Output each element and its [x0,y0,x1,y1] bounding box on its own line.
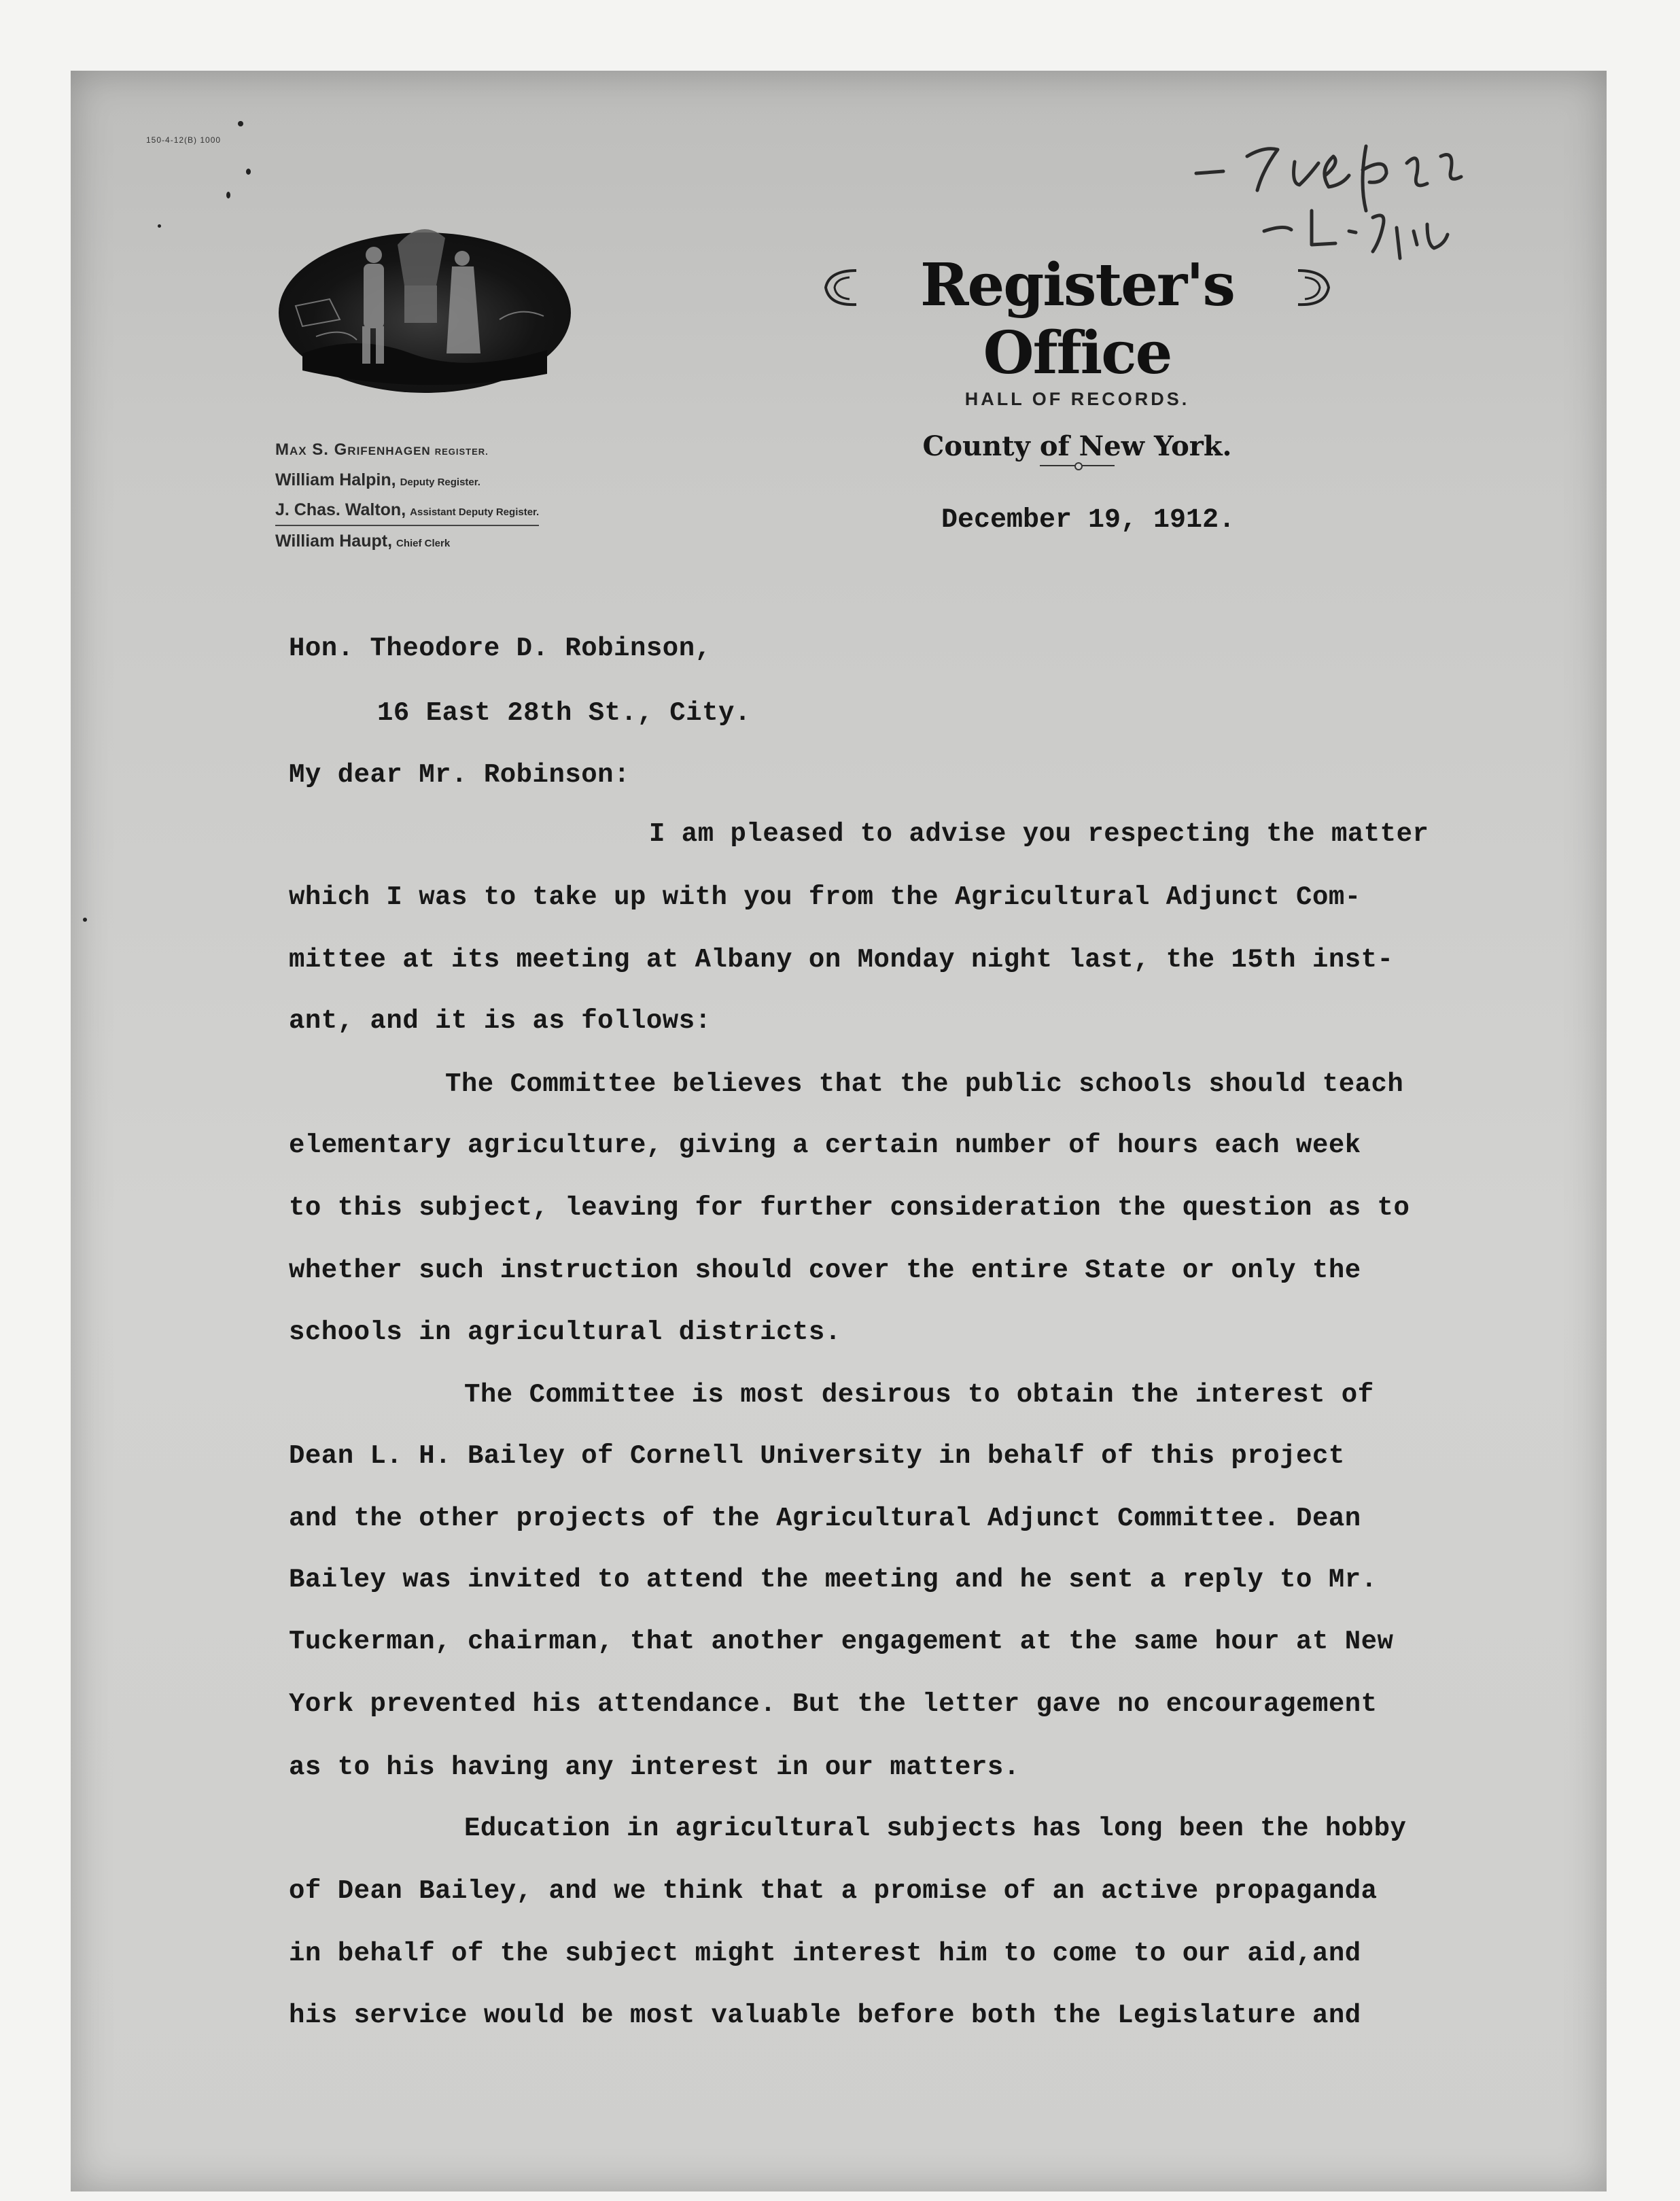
body-line: and the other projects of the Agricultural Adjunct Committee. Dean [289,1504,1361,1533]
officer-title: Assistant Deputy Register. [410,506,540,518]
body-line: as to his having any interest in our matters. [289,1752,1020,1782]
body-line: elementary agriculture, giving a certain number of hours each week [289,1130,1361,1160]
body-line: The Committee believes that the public schools should teach [445,1069,1404,1099]
body-line: ant, and it is as follows: [289,1006,712,1036]
officer-row [275,495,539,526]
officer-title: Chief Clerk [396,538,451,549]
hall-of-records: HALL OF RECORDS. [964,389,1190,409]
letter-date: December 19, 1912. [941,505,1236,536]
engraved-emblem-icon [275,218,574,398]
flourish-left-icon [816,264,863,311]
body-line: of Dean Bailey, and we think that a promise of an active propaganda [289,1876,1378,1906]
body-line: in behalf of the subject might interest him to come to our aid,and [289,1939,1361,1969]
officers-list [275,435,539,556]
body-line: schools in agricultural districts. [289,1317,841,1347]
officer-row [275,526,539,556]
paper-speck [238,121,243,126]
body-line: his service would be most valuable before both the Legislature and [289,2000,1361,2030]
officer-name: William Halpin, [275,470,396,489]
paper-speck [246,169,251,175]
body-line: Bailey was invited to attend the meeting and he sent a reply to Mr. [289,1565,1378,1595]
recipient-address: 16 East 28th St., City. [377,698,751,728]
office-title: Register's Office [920,251,1234,387]
body-line: Tuckerman, chairman, that another engagement at the same hour at New [289,1627,1394,1657]
officer-name: J. Chas. Walton, [275,500,406,519]
form-code: 150-4-12(B) 1000 [146,135,222,145]
county-rule [1040,465,1115,466]
body-line: I am pleased to advise you respecting the matter [649,819,1429,849]
officer-name: Max S. Grifenhagen [275,440,431,459]
officer-title: Deputy Register. [400,476,480,488]
body-line: to this subject, leaving for further consideration the question as to [289,1193,1410,1223]
paper-speck [83,918,87,922]
handwritten-note [1183,109,1590,285]
body-line: York prevented his attendance. But the letter gave no encouragement [289,1689,1378,1719]
officer-name: William Haupt, [275,532,393,551]
salutation: My dear Mr. Robinson: [289,760,630,790]
officer-row [275,465,539,495]
body-line: which I was to take up with you from the Agricultural Adjunct Com- [289,882,1361,912]
officer-title: REGISTER. [434,447,489,457]
body-line: Dean L. H. Bailey of Cornell University in behalf of this project [289,1441,1345,1471]
county-name: County of New York. [922,430,1232,462]
recipient-name: Hon. Theodore D. Robinson, [289,634,712,663]
body-line: Education in agricultural subjects has long been the hobby [464,1814,1407,1843]
officer-row [275,435,539,465]
paper-speck [158,224,161,228]
body-line: The Committee is most desirous to obtain the interest of [464,1380,1374,1410]
paper-speck [226,192,230,198]
body-line: mittee at its meeting at Albany on Monday night last, the 15th inst- [289,945,1394,975]
body-line: whether such instruction should cover the entire State or only the [289,1255,1361,1285]
